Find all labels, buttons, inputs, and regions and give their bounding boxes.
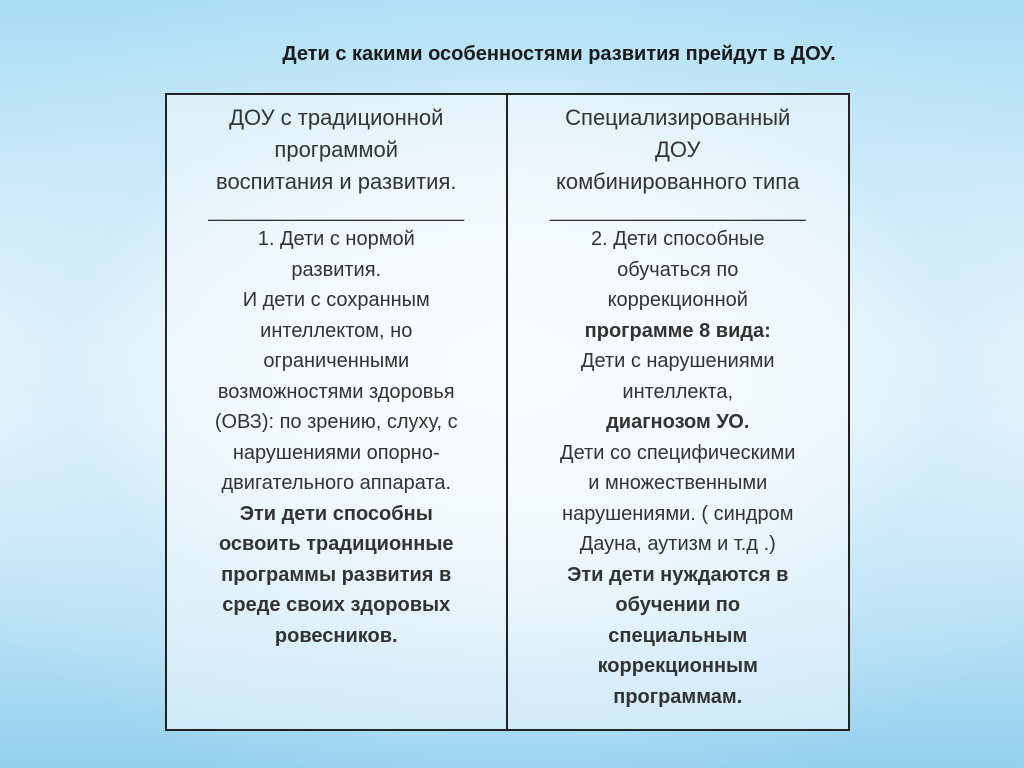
column-conclusion: Эти дети способны освоить традиционные программы развития в среде своих здоровых ровесников.: [218, 502, 454, 647]
column-text: 2. Дети способные обучаться по коррекционной: [591, 228, 765, 311]
column-header: Специализированный ДОУ комбинированного типа: [556, 105, 800, 194]
column-specialized-dou: [508, 95, 849, 729]
slide-title: Дети с какими особенностями развития прейдут в ДОУ.: [282, 43, 836, 65]
column-emphasis: программе 8 вида:: [584, 319, 771, 342]
column-text: Дети с нарушениями интеллекта,: [580, 350, 775, 403]
separator-line: _______________________: [549, 200, 806, 222]
column-emphasis: диагнозом УО.: [606, 411, 750, 433]
column-text: Дети со специфическими и множественными нарушениями. ( синдром Дауна, аутизм и т.д .): [560, 441, 796, 555]
column-conclusion: Эти дети нуждаются в обучении по специальным коррекционным программам.: [567, 563, 789, 708]
comparison-table: [165, 93, 850, 731]
column-header: ДОУ с традиционной программой воспитания и развития.: [216, 105, 457, 194]
column-text: 1. Дети с нормой развития. И дети с сохранным интеллектом, но ограниченными возможностями здоровья (ОВЗ): по зрению, слуху, с нарушениями опорно- двигательного аппарата.: [214, 228, 458, 494]
column-traditional-dou: [167, 95, 508, 729]
separator-line: _______________________: [208, 200, 465, 222]
